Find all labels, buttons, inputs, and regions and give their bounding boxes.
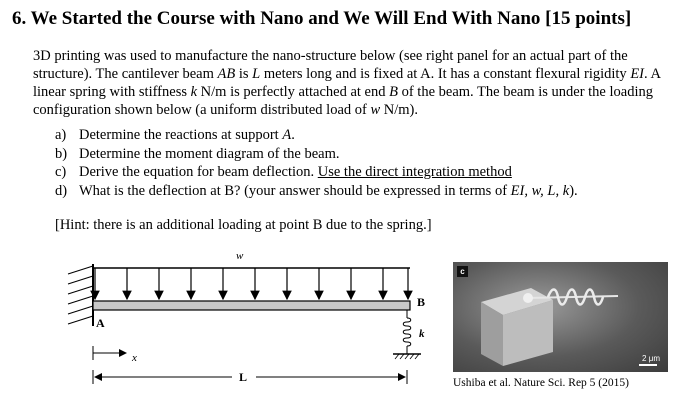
spring [393, 310, 421, 359]
beam-diagram [60, 244, 430, 394]
scale-bar-label: 2 μm [642, 354, 660, 363]
problem-description: 3D printing was used to manufacture the nano-structure below (see right panel for an actual part of the structure). The cantilever beam AB is L meters long and is fixed at A. It has a constant flexural rigidity EI. A linear spring with stiffness k N/m is perfectly attached at end B of the beam. The beam is under the loading configuration shown below (a uniform distributed load of w N/m). [33, 48, 661, 118]
question-c: c) Derive the equation for beam deflection. Use the direct integration method [55, 164, 512, 181]
photo-caption: Ushiba et al. Nature Sci. Rep 5 (2015) [453, 377, 629, 389]
sem-micrograph [453, 262, 668, 372]
fixed-support [68, 264, 93, 326]
cantilever-beam [93, 301, 410, 310]
x-axis-arrow [93, 346, 126, 360]
question-b: b) Determine the moment diagram of the beam. [55, 145, 340, 162]
scale-bar [639, 364, 657, 366]
problem-title: 6. We Started the Course with Nano and We Will End With Nano [15 points] [12, 8, 632, 29]
question-a: a) Determine the reactions at support A. [55, 127, 295, 143]
panel-tag: c [457, 266, 468, 277]
direct-integration-link[interactable]: Use the direct integration method [317, 164, 512, 181]
question-d: d) What is the deflection at B? (your answer should be expressed in terms of EI, w, L, k). [55, 182, 578, 199]
question-list [55, 126, 578, 200]
spring-label: k [419, 328, 425, 340]
x-label: x [132, 352, 137, 364]
point-a-label: A [96, 316, 105, 330]
length-dimension [93, 370, 407, 384]
hint-text: [Hint: there is an additional loading at point B due to the spring.] [55, 217, 432, 233]
point-b-label: B [417, 295, 426, 309]
distributed-load [93, 268, 410, 299]
length-label: L [239, 370, 248, 384]
load-label: w [236, 250, 244, 262]
